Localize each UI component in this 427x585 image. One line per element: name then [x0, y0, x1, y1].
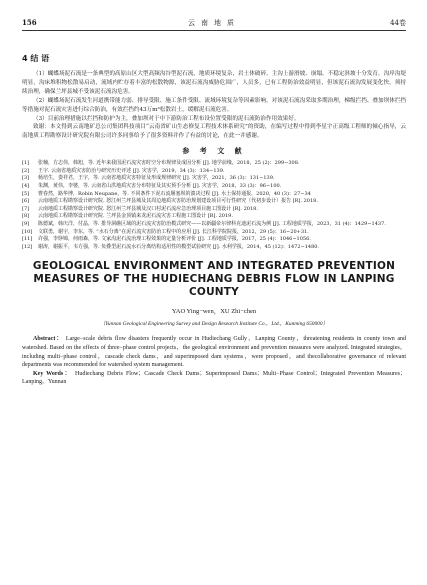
- page-number: 156: [22, 18, 37, 27]
- reference-number: [7]: [22, 205, 30, 212]
- reference-item: [22, 221, 406, 229]
- reference-item: [22, 160, 406, 168]
- reference-text: 陈德斌，韩庆洋，付晶，等. 排导洞礁区域的泥石流灾害防治模式研究——以新疆帝尔律科克迪泥石流为例 [J]. 工程地质学报，2023，31 (4)：1429−1437.: [38, 221, 386, 227]
- reference-item: [22, 175, 406, 183]
- english-keywords: [22, 370, 406, 387]
- reference-item: [22, 244, 406, 252]
- reference-number: [2]: [22, 167, 30, 174]
- running-header: [22, 16, 406, 31]
- conclusion-paragraph-2: （2）蝴蝶场泥石流发生河道携带能力弱、排导受限、施工条件受限、流域环境复杂等因素影响，对该泥石流沟采取多期治理，梯级拦挡、叠加坝体拦挡等措施对泥石流灾害进行综合防治，有效拦挡约43万m³松散岩土，缓解泥石流危害。: [22, 97, 406, 113]
- reference-text: 杨培生，娄祥君，王宇，等. 云南省地质灾害特征及形成规律研究 [J]. 灾害学，2021，36 (3)：131−139.: [38, 175, 275, 182]
- journal-name: 云南地质: [188, 19, 240, 27]
- english-authors: YAO Ying−wen，XU Zhi−chen: [171, 308, 257, 316]
- reference-number: [9]: [22, 221, 30, 227]
- reference-number: [1]: [22, 160, 30, 167]
- keywords-label: Key Words：: [33, 370, 73, 377]
- reference-number: [5]: [22, 190, 30, 197]
- reference-text: 文联勇，谢宇，李东，等. “水石分离”在泥石流灾害防治工程中的应用 [J]. 长江科学院院报，2012，29 (5)：16−20+31.: [38, 228, 309, 235]
- english-title: GEOLOGICAL ENVIRONMENT AND INTEGRATED PREVENTION MEASURES OF THE HUDIECHANG DEBRIS FLOW IN LANPING COUNTY: [32, 260, 396, 299]
- reference-text: 云南地质工程勘察设计研究院. 怒江州兰坪县城及汉口村泥石流应急治理项目施工图设计 [R]. 2018.: [38, 205, 258, 212]
- reference-list: [22, 160, 406, 251]
- reference-text: 朱渊，黄伟，李婆，等. 云南省山洪地质灾害分布特征及其实预手分析 [J]. 灾害学，2018，33 (3)：96−100.: [38, 183, 282, 190]
- page: [22, 16, 406, 576]
- volume-label: 44卷: [390, 19, 406, 27]
- keywords-text: Hudiechang Debris Flow；Cascade Check Dams；Superimposed Dams；Multi−Phase Control；Integrated Prevention Measures；Lanping，Yunnan: [22, 370, 406, 386]
- reference-item: [22, 236, 406, 244]
- reference-text: 许强，李铮锦，何雨森，等. 文家沟泥石流治理工程效果的定量分析评价 [J]. 工程地质学报，2017，25 (4)：1046−1056.: [38, 236, 311, 243]
- conclusion-paragraph-3: （3）目前治理措施以拦挡和防护为主，叠加坝对于中下游防治工程布设位置受限的泥石流防治作用效果好。: [33, 115, 300, 122]
- reference-number: [4]: [22, 183, 30, 190]
- reference-text: 谢涛，谢振平，韦方强，等. 负叠型泥石流水石分离结构适用性的模型试验研究 [J]. 水利学报，2014，45 (12)：1472−1480.: [38, 243, 320, 250]
- reference-item: [22, 198, 406, 206]
- reference-number: [6]: [22, 198, 30, 205]
- reference-number: [8]: [22, 213, 30, 220]
- reference-number: [12]: [22, 243, 33, 250]
- reference-text: 曹春然，路华博，Robin Neupane，等. 不同条件下泥石流堰塞坝的溃决过程 [J]. 水土保持通报，2020，40 (3)：27−34: [38, 190, 311, 197]
- conclusion-paragraph-1: （1）蝴蝶场泥石流是一条典型的高原山区大型高频沟谷型泥石流，地质环境复杂，岩土体破碎，主沟上游滑坡、崩塌、不稳定斜坡十分发育，沟岸沟堤明显，沟床堆积物松散易启动，流域内贮存着丰富的松散物源，该泥石流沟威胁危围广，人员多，已有工程防治效益明显，但该泥石流沟发展变化快，须持续治理，确保兰坪县城不受该泥石流沟危害。: [22, 71, 406, 95]
- abstract-label: Abstract：: [33, 336, 64, 343]
- section-title: 4 结 语: [22, 54, 50, 63]
- reference-item: [22, 213, 406, 221]
- reference-number: [10]: [22, 228, 33, 235]
- references-heading: 参 考 文 献: [182, 147, 246, 156]
- reference-text: 云南地质工程勘察设计研究院. 兰坪县金顶镇来龙泥石流灾害工程施工图设计 [R]. 2019.: [38, 213, 233, 220]
- reference-number: [3]: [22, 175, 30, 182]
- reference-text: 云南地质工程勘察设计研究院. 怒江州兰坪县城及其周边地质灾害防治规划建设项目可行性研究（代初步设计）报告 [R]. 2018.: [38, 198, 318, 205]
- reference-text: 张楠，方志伟，韩旭，等. 近年来我国泥石流灾害时空分布规律及成因分析 [J]. 地学前缘，2018，25 (2)：299−308.: [38, 160, 300, 167]
- reference-number: [11]: [22, 236, 33, 243]
- reference-item: [22, 183, 406, 191]
- english-abstract: [22, 335, 406, 369]
- abstract-text: Large−scale debris flow disasters frequently occur in Hudiechang Gully，Lanping County，threatening residents in county town and watershed. Based on the effects of three−phase control projects，the geological environment and prevention measures were analyzed. Integrated strategies，including multi−phase control，cascade check dams，and superimposed dam systems，were proposed，and thecollaborative governance of relevant departments was recommended for watershed system management.: [22, 336, 406, 369]
- english-affiliation: （Yunnan Geological Engineering Survey and Design Research Institute Co.，Ltd.，Kunming 650000）: [100, 321, 328, 328]
- acknowledgement: 致谢：本文得到云南地矿总公司集团科技项目“云南省矿山生态修复工程技术体系研究”的资助，在编写过程中得到李星宇正高级工程师的倾心指导，云南地质工程勘察设计研究院有限公司许多同事给予了很多资料并作了有益的讨论，在此一并感谢。: [22, 124, 406, 140]
- reference-text: 王宇. 云南省地质灾害防治与研究历史评述 [J]. 灾害学，2019，34 (3)：134−139.: [38, 167, 225, 174]
